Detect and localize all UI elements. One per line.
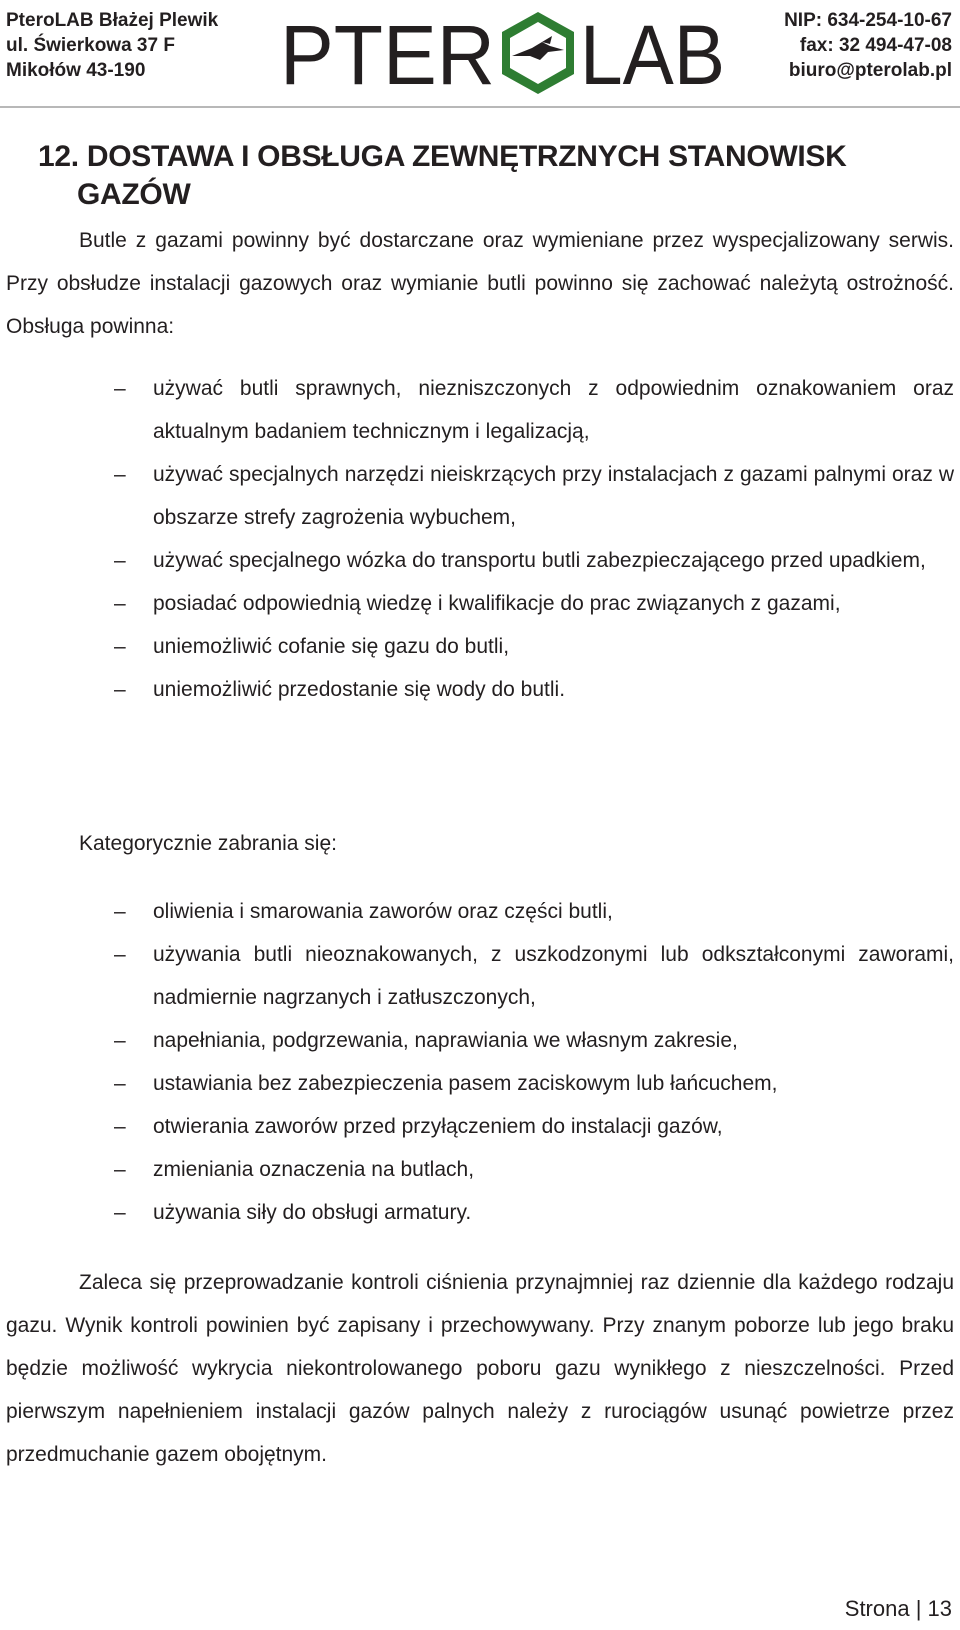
list-dash: – [114,678,126,701]
section-title [38,138,918,214]
list-item: – uniemożliwić cofanie się gazu do butli, [0,625,960,668]
prohibitions-list [0,890,960,1234]
list-item: – napełniania, podgrzewania, naprawiania we własnym zakresie, [0,1019,960,1062]
prohibition-intro: Kategorycznie zabrania się: [79,832,337,855]
list-dash: – [114,900,126,923]
list-dash: – [114,1201,126,1224]
list-item: – ustawiania bez zabezpieczenia pasem zaciskowym lub łańcuchem, [0,1062,960,1105]
list-item: – oliwienia i smarowania zaworów oraz części butli, [0,890,960,933]
logo-text-ptero: PTER [280,8,495,98]
company-city: Mikołów 43-190 [6,60,146,81]
list-dash: – [114,1115,126,1138]
list-dash: – [114,943,126,966]
list-dash: – [114,549,126,572]
closing-paragraph: Zaleca się przeprowadzanie kontroli ciśnienia przynajmniej raz dziennie dla każdego rodzaju gazu. Wynik kontroli powinien być zapisany i przechowywany. Przy znanym poborze lub jego braku będzie możliwość wykrycia niekontrolowanego poboru gazu wynikłego z nieszczelności. Przed pierwszym napełnieniem instalacji gazów palnych należy z rurociągów usunąć powietrze przez przedmuchanie gazem obojętnym. [6,1271,954,1466]
list-dash: – [114,635,126,658]
list-dash: – [114,463,126,486]
list-dash: – [114,1029,126,1052]
pterodactyl-hexagon-icon [502,12,574,94]
list-item: – używać specjalnego wózka do transportu butli zabezpieczającego przed upadkiem, [0,539,960,582]
page-header [0,0,960,108]
company-street: ul. Świerkowa 37 F [6,35,175,56]
intro-paragraph: Butle z gazami powinny być dostarczane oraz wymieniane przez wyspecjalizowany serwis. Przy obsłudze instalacji gazowych oraz wymianie butli powinno się zachować należytą ostrożność. Obsługa powinna: [6,229,954,338]
list-item: – używać butli sprawnych, niezniszczonych z odpowiednim oznakowaniem oraz aktualnym badaniem technicznym i legalizacją, [0,367,960,453]
logo-graphic [280,6,730,98]
list-dash: – [114,1158,126,1181]
list-item: – otwierania zaworów przed przyłączeniem do instalacji gazów, [0,1105,960,1148]
list-dash: – [114,377,126,400]
list-item: – uniemożliwić przedostanie się wody do butli. [0,668,960,711]
company-fax: fax: 32 494-47-08 [799,35,952,56]
company-address [6,8,218,83]
company-name: PteroLAB Błażej Plewik [6,10,219,31]
obligations-list [0,367,960,711]
list-dash: – [114,1072,126,1095]
list-dash: – [114,592,126,615]
section-title-line-2: GAZÓW [77,178,191,211]
logo-text-lab: LAB [580,8,725,98]
company-email: biuro@pterolab.pl [788,60,952,81]
company-contact [784,8,952,83]
section-title-line-1: 12. DOSTAWA I OBSŁUGA ZEWNĘTRZNYCH STANOWISK [38,140,847,173]
list-item: – używania siły do obsługi armatury. [0,1191,960,1234]
page-number: Strona | 13 [844,1596,952,1621]
list-item: – zmieniania oznaczenia na butlach, [0,1148,960,1191]
list-item: – używania butli nieoznakowanych, z uszkodzonymi lub odkształconymi zaworami, nadmiernie nagrzanych i zatłuszczonych, [0,933,960,1019]
list-item: – posiadać odpowiednią wiedzę i kwalifikacje do prac związanych z gazami, [0,582,960,625]
company-nip: NIP: 634-254-10-67 [784,10,952,31]
list-item: – używać specjalnych narzędzi nieiskrzących przy instalacjach z gazami palnymi oraz w obszarze strefy zagrożenia wybuchem, [0,453,960,539]
pterolab-logo [280,6,730,98]
